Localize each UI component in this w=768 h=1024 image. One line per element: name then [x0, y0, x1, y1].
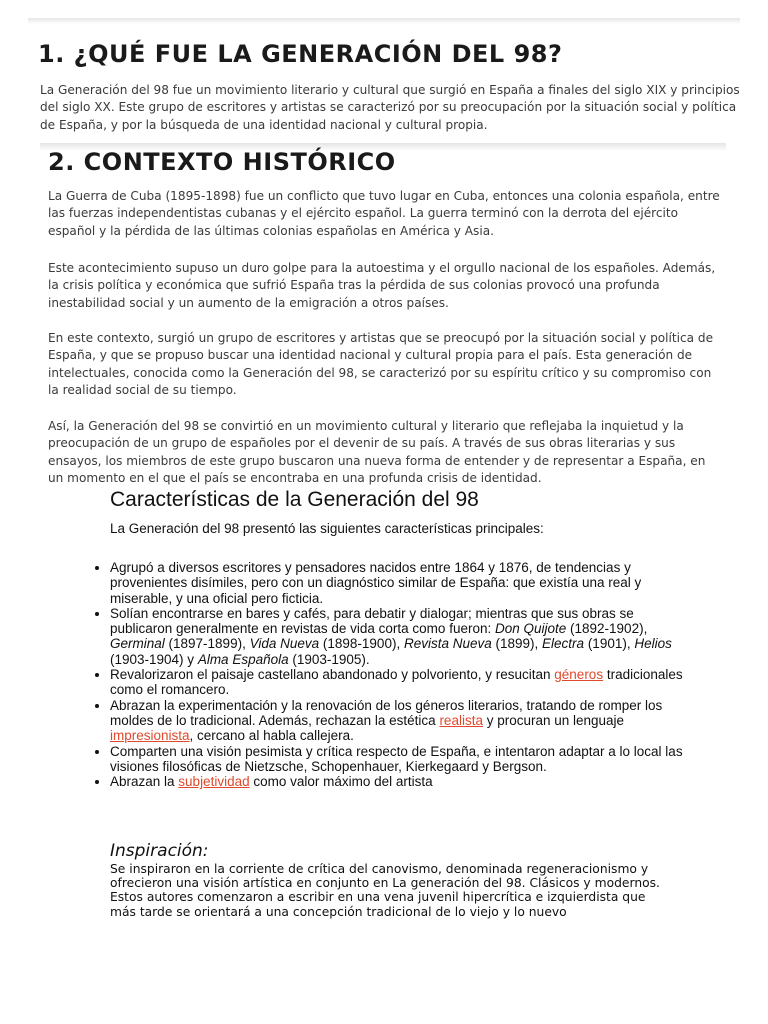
magazine-title: Don Quijote	[494, 621, 567, 637]
magazine-title: Electra	[542, 636, 585, 652]
bullet-text: Solían encontrarse en bares y cafés, para debatir y dialogar; mientras que sus obras se publicaron generalmente en revistas de vida corta como fueron:	[110, 605, 634, 637]
bullet-text: Abrazan la experimentación y la renovación de los géneros literarios, tratando de romper los moldes de lo tradicional. Además, rechazan la estética	[110, 697, 663, 728]
list-item	[110, 698, 690, 744]
bullet-text: (1899),	[491, 636, 543, 652]
list-item	[110, 667, 690, 698]
link-subjetividad[interactable]: subjetividad	[178, 774, 250, 790]
bullet-text: (1897-1899),	[164, 636, 250, 652]
list-item	[110, 774, 690, 789]
context-paragraph-3: En este contexto, surgió un grupo de escritores y artistas que se preocupó por la situación social y política de España, y que se propuso buscar una identidad nacional y cultural propia para el país. Esta generación de intelectuales, conocida como la Generación del 98, se caracterizó por su espíritu crítico y su compromiso con la realidad social de su tiempo.	[48, 331, 714, 398]
inspiration-line-2: Estos autores comenzaron a escribir en una vena juvenil hipercrítica e izquierdista que más tarde se orientará a una concepción tradicional de lo viejo y lo nuevo	[110, 890, 646, 919]
bullet-text: (1898-1900),	[319, 636, 404, 652]
characteristics-title: Características de la Generación del 98	[110, 488, 479, 511]
section1-heading: 1. ¿QUÉ FUE LA GENERACIÓN DEL 98?	[38, 40, 563, 68]
inspiration-line-1: Se inspiraron en la corriente de crítica del canovismo, denominada regeneracionismo y ofrecieron una visión artística en conjunto en La generación del 98. Clásicos y modernos.	[110, 862, 660, 891]
context-paragraph-1: La Guerra de Cuba (1895-1898) fue un conflicto que tuvo lugar en Cuba, entonces una colonia española, entre las fuerzas independentistas cubanas y el ejército español. La guerra terminó con la derrota del ejército español y la pérdida de las últimas colonias españolas en América y Asia.	[48, 189, 720, 238]
bullet-text: Comparten una visión pesimista y crítica respecto de España, e intentaron adaptar a lo local las visiones filosóficas de Nietzsche, Schopenhauer, Kierkegaard y Bergson.	[110, 743, 683, 774]
bullet-text: Revalorizaron el paisaje castellano abandonado y polvoriento, y resucitan	[110, 667, 555, 683]
bullet-text: Abrazan la	[110, 774, 179, 790]
bullet-text: (1903-1905).	[288, 651, 370, 667]
bullet-text: como valor máximo del artista	[249, 774, 433, 790]
bullet-text: (1903-1904) y	[110, 651, 198, 667]
context-paragraph-2: Este acontecimiento supuso un duro golpe para la autoestima y el orgullo nacional de los españoles. Además, la crisis política y económica que sufrió España tras la pérdida de sus colonias provocó una profunda inestabilidad social y un aumento de la emigración a otros países.	[48, 261, 716, 310]
list-item	[110, 560, 690, 606]
bullet-text: y procuran un lenguaje	[482, 712, 625, 728]
link-impresionista[interactable]: impresionista	[110, 728, 190, 744]
magazine-title: Alma Española	[197, 651, 289, 667]
inspiration-text	[110, 862, 670, 919]
bullet-text: (1901),	[584, 636, 635, 652]
section1-paragraph: La Generación del 98 fue un movimiento literario y cultural que surgió en España a finales del siglo XIX y principios del siglo XX. Este grupo de escritores y artistas se caracterizó por su preocupación por la situación social y política de España, y por la búsqueda de una identidad nacional y cultural propia.	[40, 83, 740, 132]
section2-heading: 2. CONTEXTO HISTÓRICO	[48, 148, 396, 176]
magazine-title: Vida Nueva	[249, 636, 320, 652]
bullet-text: tradicionales como el romancero.	[110, 667, 683, 698]
bullet-text: , cercano al habla callejera.	[189, 728, 354, 744]
characteristics-list	[86, 560, 690, 789]
magazine-title: Revista Nueva	[403, 636, 492, 652]
link-generos[interactable]: géneros	[554, 667, 604, 683]
list-item	[110, 744, 690, 775]
bullet-text: Agrupó a diversos escritores y pensadores nacidos entre 1864 y 1876, de tendencias y provenientes disímiles, pero con un diagnóstico similar de España: que existía una real y miserable, y una oficial pero ficticia.	[110, 560, 642, 606]
list-item	[110, 606, 690, 667]
magazine-title: Helios	[634, 636, 672, 652]
link-realista[interactable]: realista	[439, 712, 483, 728]
inspiration-title: Inspiración:	[110, 841, 209, 861]
context-paragraph-4: Así, la Generación del 98 se convirtió en un movimiento cultural y literario que reflejaba la inquietud y la preocupación de un grupo de españoles por el devenir de su país. A través de sus obras literarias y sus ensayos, los miembros de este grupo buscaron una nueva forma de entender y de representar a España, en un momento en el que el país se encontraba en una profunda crisis de identidad.	[48, 419, 706, 486]
characteristics-intro: La Generación del 98 presentó las siguientes características principales:	[110, 521, 544, 536]
bullet-text: (1892-1902),	[566, 621, 648, 637]
magazine-title: Germinal	[110, 636, 165, 652]
